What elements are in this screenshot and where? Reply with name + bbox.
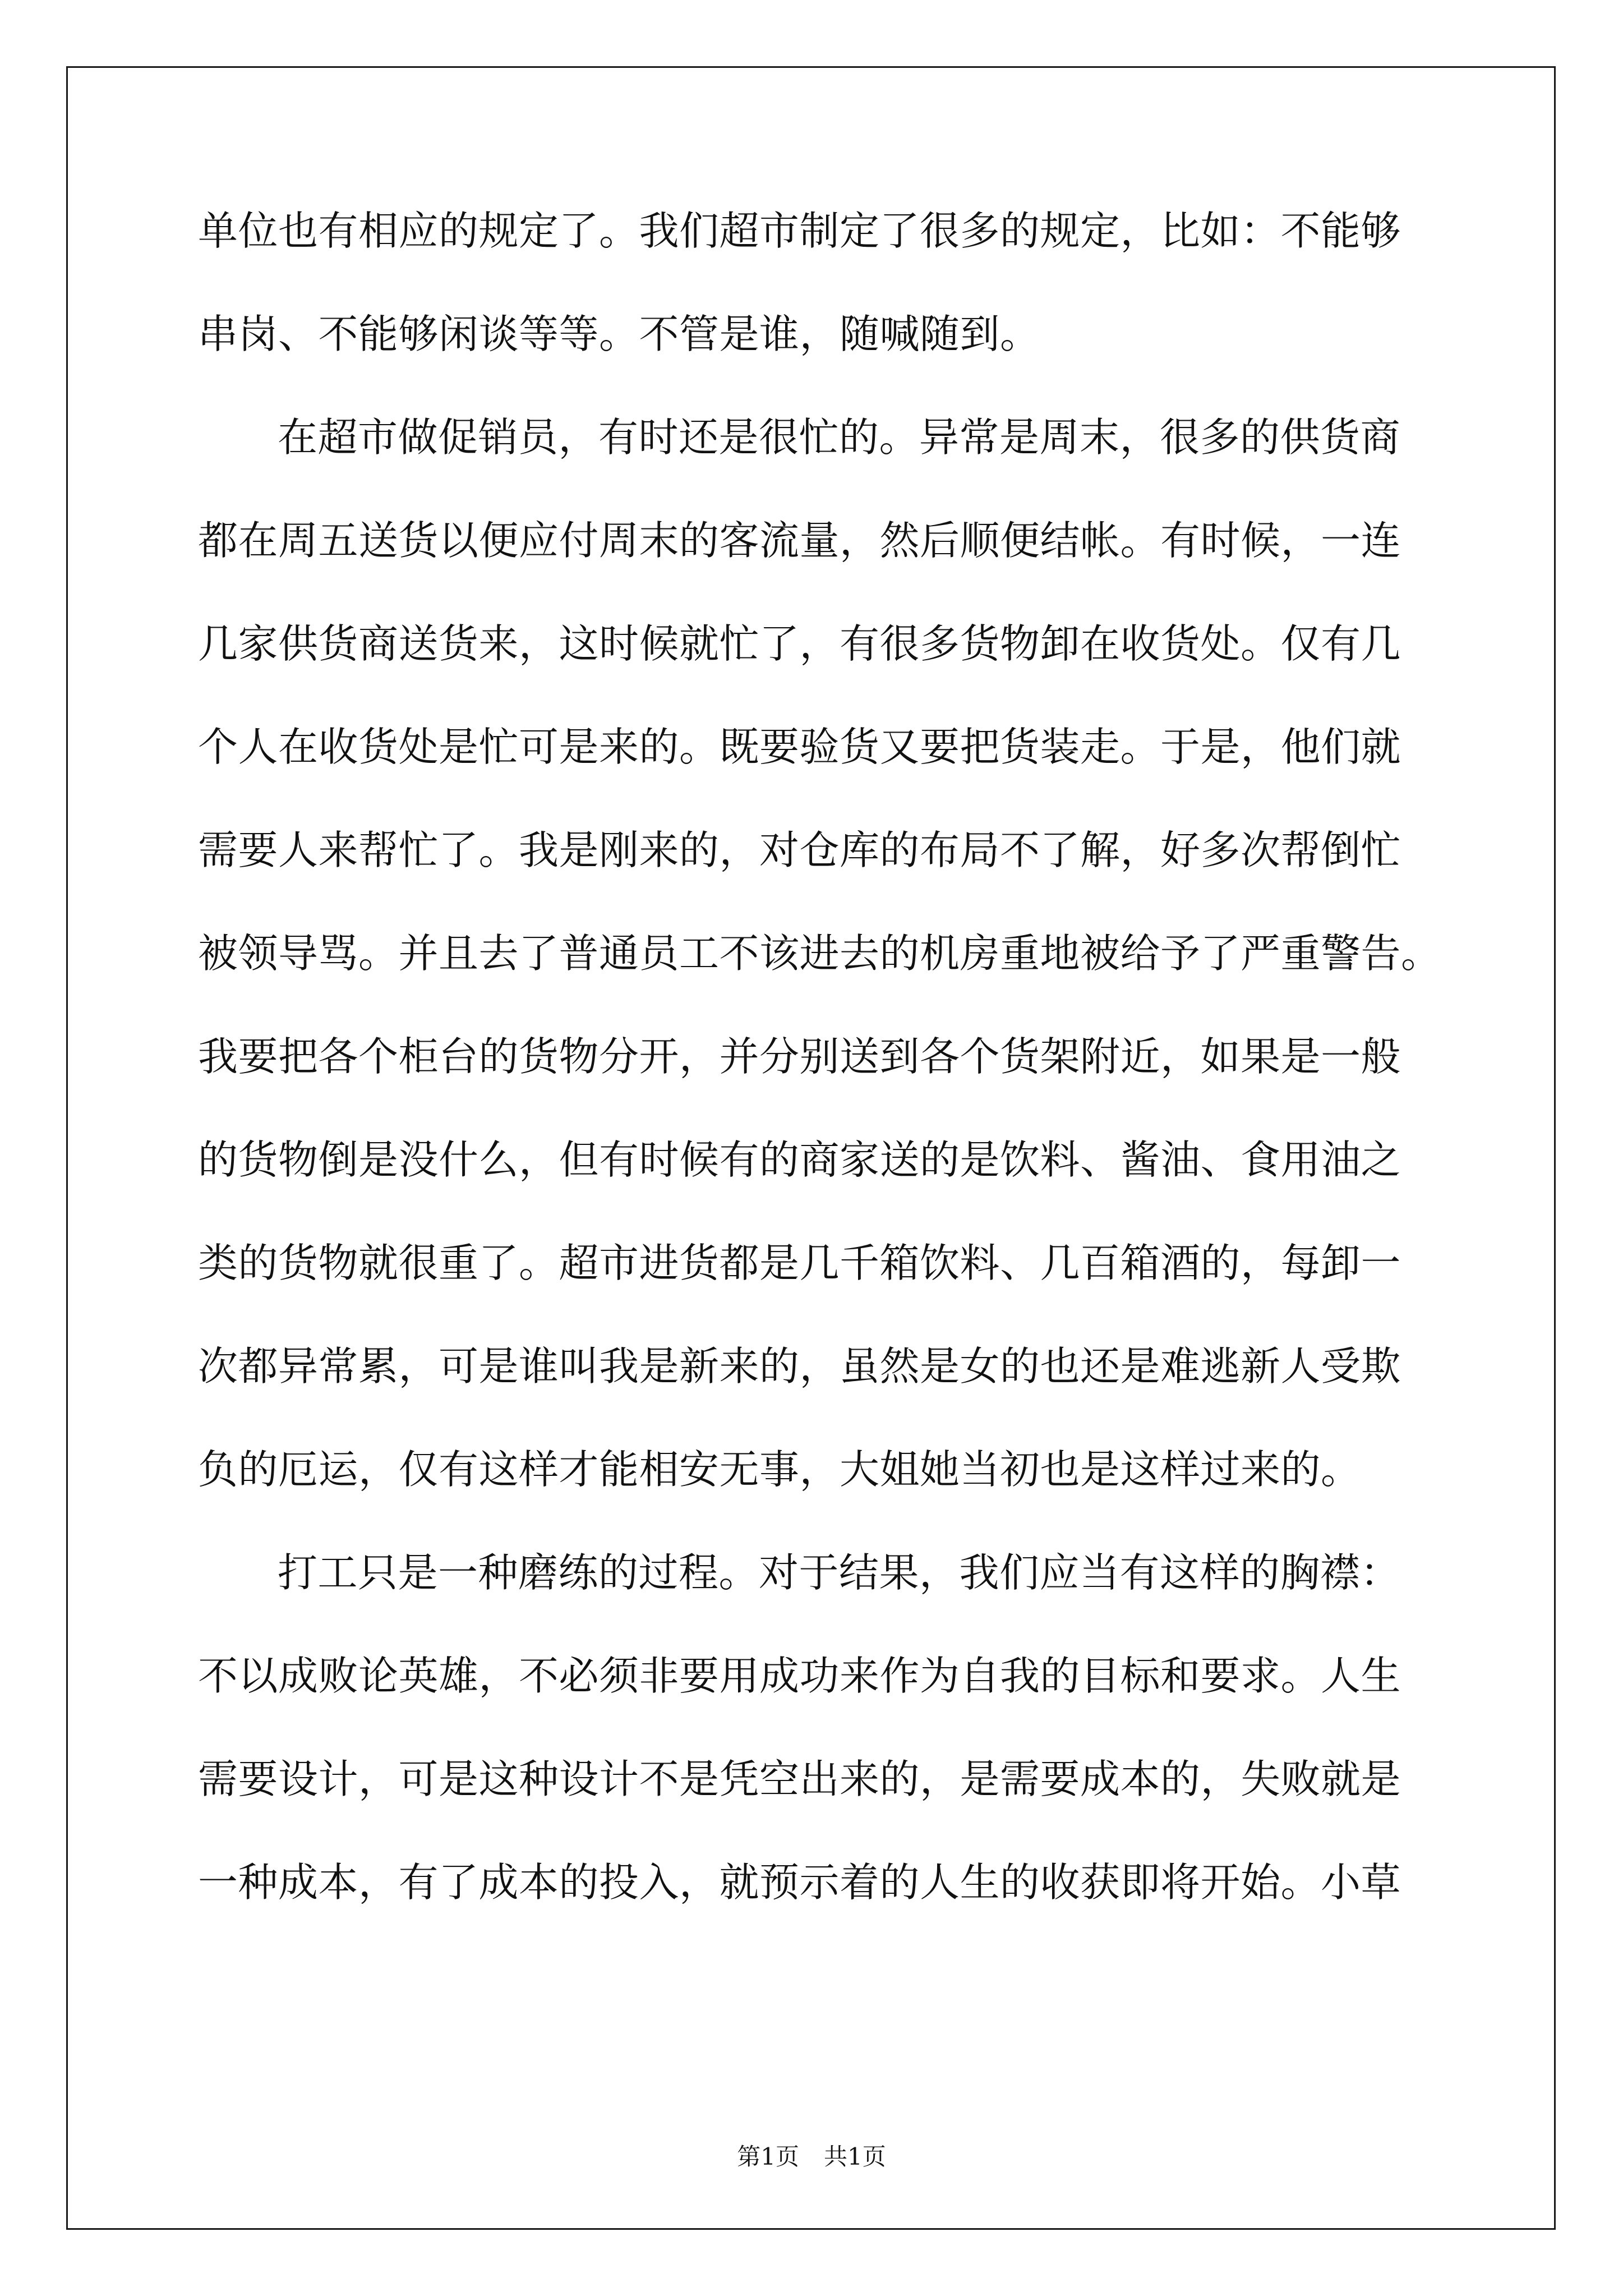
paragraph-3 (198, 1521, 1437, 1934)
document-body (198, 180, 1441, 1934)
page-total: 共1页 (824, 2143, 886, 2170)
text-line: 类的货物就很重了。超市进货都是几千箱饮料、几百箱酒的，每卸一 (198, 1240, 1401, 1286)
text-line: 被领导骂。并且去了普通员工不该进去的机房重地被给予了严重警告。 (198, 930, 1441, 977)
paragraph-1 (198, 180, 1437, 386)
text-line: 负的厄运，仅有这样才能相安无事，大姐她当初也是这样过来的。 (198, 1446, 1361, 1493)
text-line: 需要人来帮忙了。我是刚来的，对仓库的布局不了解，好多次帮倒忙 (198, 827, 1401, 873)
text-line: 串岗、不能够闲谈等等。不管是谁，随喊随到。 (198, 311, 1040, 357)
text-line: 在超市做促销员，有时还是很忙的。异常是周末，很多的供货商 (278, 414, 1401, 461)
paragraph-2 (198, 386, 1441, 1521)
text-line: 一种成本，有了成本的投入，就预示着的人生的收获即将开始。小草 (198, 1859, 1401, 1906)
text-line: 几家供货商送货来，这时候就忙了，有很多货物卸在收货处。仅有几 (198, 620, 1401, 667)
text-line: 次都异常累，可是谁叫我是新来的，虽然是女的也还是难逃新人受欺 (198, 1343, 1401, 1389)
text-line: 需要设计，可是这种设计不是凭空出来的，是需要成本的，失败就是 (198, 1756, 1401, 1802)
page-footer (0, 2138, 1623, 2172)
text-line: 不以成败论英雄，不必须非要用成功来作为自我的目标和要求。人生 (198, 1653, 1401, 1699)
text-line: 都在周五送货以便应付周末的客流量，然后顺便结帐。有时候，一连 (198, 517, 1401, 564)
text-line: 个人在收货处是忙可是来的。既要验货又要把货装走。于是，他们就 (198, 724, 1401, 770)
text-line: 的货物倒是没什么，但有时候有的商家送的是饮料、酱油、食用油之 (198, 1137, 1401, 1183)
text-line: 单位也有相应的规定了。我们超市制定了很多的规定，比如：不能够 (198, 208, 1401, 254)
text-line: 打工只是一种磨练的过程。对于结果，我们应当有这样的胸襟： (278, 1549, 1401, 1596)
page-number: 第1页 (737, 2143, 799, 2170)
text-line: 我要把各个柜台的货物分开，并分别送到各个货架附近，如果是一般 (198, 1033, 1401, 1080)
